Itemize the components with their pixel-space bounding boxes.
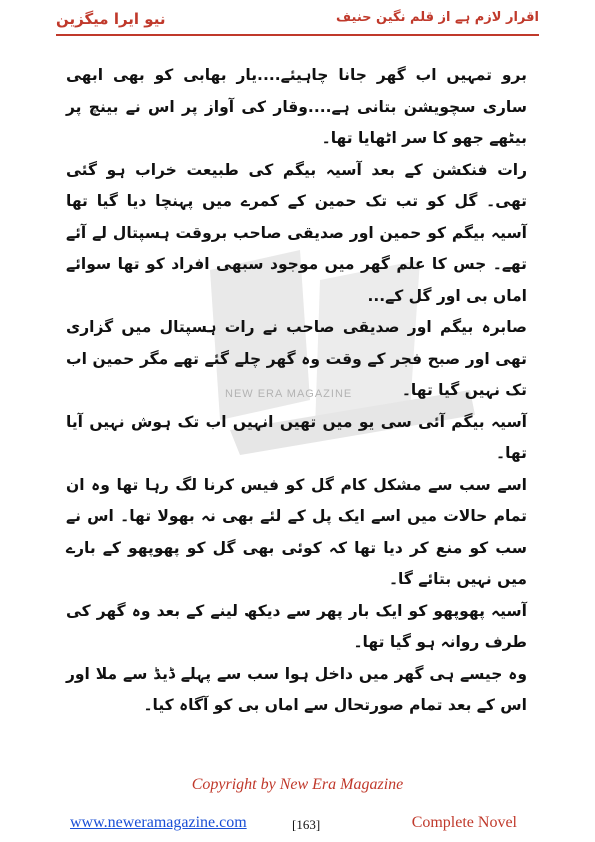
header-divider [56, 34, 539, 36]
article-body [66, 60, 527, 722]
paragraph: آسیہ بیگم آئی سی یو میں تھیں انہیں اب تک ہوش نہیں آیا تھا۔ [66, 412, 527, 462]
paragraph: برو تمہیں اب گھر جانا چاہیئے....یار بھابی کو بھی ابھی ساری سچویشن بتانی ہے....وقار کی آواز پر اس نے بینچ پر بیٹھے جھو کا سر اٹھایا تھا۔ [66, 66, 527, 147]
website-link[interactable]: www.neweramagazine.com [70, 814, 247, 831]
paragraph: وہ جیسے ہی گھر میں داخل ہوا سب سے پہلے ڈیڈ سے ملا اور اس کے بعد تمام صورتحال سے اماں بی کو آگاہ کیا۔ [66, 664, 527, 714]
page-number: [163] [292, 817, 321, 832]
novel-type-label: Complete Novel [411, 814, 517, 831]
paragraph: رات فنکشن کے بعد آسیہ بیگم کی طبیعت خراب ہو گئی تھی۔ گل کو تب تک حمین کے کمرے میں پہنچا دیا گیا تھا آسیہ بیگم کو حمین اور صدیقی صاحب بروقت ہسپتال لے آئے تھے۔ جس کا علم گھر میں موجود سبھی افراد کو تھا سوائے اماں بی اور گل کے... [66, 160, 527, 305]
copyright-notice: Copyright by New Era Magazine [191, 776, 404, 793]
watermark-text: NEW ERA MAGAZINE [225, 388, 353, 400]
magazine-name: نیو ایرا میگزین [56, 10, 166, 28]
paragraph: اسے سب سے مشکل کام گل کو فیس کرنا لگ رہا تھا وہ ان تمام حالات میں اسے ایک پل کے لئے بھی نہ بھولا تھا۔ اس نے سب کو منع کر دیا تھا کہ کوئی بھی گل کو پھوپھو کے بارے میں نہیں بتائے گا۔ [66, 475, 527, 588]
page-title: اقرار لازم ہے از قلم نگین حنیف [336, 10, 539, 25]
paragraph: صابرہ بیگم اور صدیقی صاحب نے رات ہسپتال میں گزاری تھی اور صبح فجر کے وقت وہ گھر چلے گئے تھے مگر حمین اب تک نہیں گیا تھا۔ [66, 318, 527, 399]
paragraph: آسیہ پھوپھو کو ایک بار پھر سے دیکھ لینے کے بعد وہ گھر کی طرف روانہ ہو گیا تھا۔ [66, 601, 527, 651]
